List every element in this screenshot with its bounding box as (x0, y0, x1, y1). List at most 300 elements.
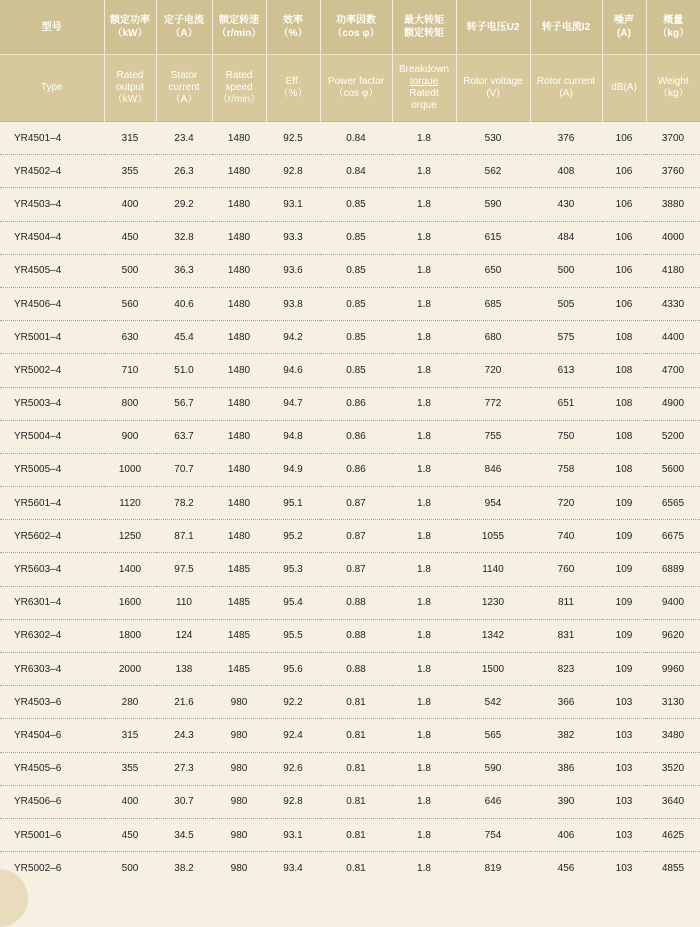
value-cell: 124 (156, 619, 212, 652)
table-row (0, 719, 700, 752)
value-cell: 831 (530, 619, 602, 652)
column-header-en-0 (0, 55, 104, 122)
value-cell: 1342 (456, 619, 530, 652)
value-cell: 382 (530, 719, 602, 752)
header-zh-line: 额定转速 (219, 15, 259, 26)
header-en-line: (A) (559, 88, 573, 99)
value-cell: 1480 (212, 354, 266, 387)
column-header-zh-8 (530, 0, 602, 55)
value-cell: 1.8 (392, 188, 456, 221)
value-cell: 106 (602, 254, 646, 287)
header-en-line: Rotor voltage (463, 76, 523, 87)
value-cell: 1.8 (392, 619, 456, 652)
value-cell: 740 (530, 520, 602, 553)
column-header-en-9 (602, 55, 646, 122)
header-en-line: Eff. (285, 76, 301, 87)
value-cell: 1485 (212, 619, 266, 652)
model-cell: YR6302–4 (0, 619, 104, 652)
header-zh-line: （kW） (112, 28, 148, 39)
model-cell: YR4503–6 (0, 686, 104, 719)
value-cell: 92.8 (266, 785, 320, 818)
value-cell: 400 (104, 188, 156, 221)
value-cell: 93.4 (283, 862, 303, 874)
model-cell: YR6301–4 (0, 586, 104, 619)
header-row-english (0, 55, 700, 122)
value-cell: 108 (602, 321, 646, 354)
column-header-zh-4 (266, 0, 320, 55)
column-header-en-1 (104, 55, 156, 122)
value-cell: 1480 (212, 287, 266, 320)
value-cell: 565 (456, 719, 530, 752)
value-cell: 0.81 (320, 686, 392, 719)
value-cell: 456 (557, 862, 575, 874)
header-zh-line: 效率 (283, 15, 303, 26)
value-cell: 95.2 (266, 520, 320, 553)
value-cell: 530 (456, 122, 530, 155)
table-row (0, 122, 700, 155)
value-cell: 106 (602, 122, 646, 155)
model-cell: YR5002–6 (14, 862, 62, 874)
value-cell: 106 (602, 155, 646, 188)
table-row (0, 321, 700, 354)
value-cell: 103 (602, 785, 646, 818)
value-cell: 980 (212, 719, 266, 752)
header-en-line: （%） (278, 88, 308, 99)
value-cell: 710 (104, 354, 156, 387)
value-cell: 3640 (646, 785, 700, 818)
value-cell: 500 (104, 254, 156, 287)
value-cell: 93.1 (266, 818, 320, 851)
table-row (0, 752, 700, 785)
value-cell: 0.88 (320, 653, 392, 686)
model-cell: YR5005–4 (0, 453, 104, 486)
model-cell: YR5001–6 (0, 818, 104, 851)
header-zh-line: 转子电压U2 (466, 21, 520, 33)
value-cell: 103 (602, 818, 646, 851)
table-body (0, 122, 700, 885)
value-cell: 1480 (212, 453, 266, 486)
value-cell: 109 (602, 653, 646, 686)
header-zh-line: （kg） (657, 28, 690, 39)
value-cell: 450 (104, 818, 156, 851)
value-cell: 109 (602, 553, 646, 586)
value-cell: 45.4 (156, 321, 212, 354)
value-cell: 1.8 (392, 321, 456, 354)
value-cell: 1.8 (392, 487, 456, 520)
value-cell: 630 (104, 321, 156, 354)
value-cell: 0.84 (320, 155, 392, 188)
table-row (0, 653, 700, 686)
value-cell: 1485 (212, 553, 266, 586)
value-cell: 1480 (212, 487, 266, 520)
value-cell: 1.8 (392, 122, 456, 155)
model-cell: YR5001–4 (0, 321, 104, 354)
value-cell: 646 (456, 785, 530, 818)
column-header-en-10 (646, 55, 700, 122)
column-header-zh-1 (104, 0, 156, 55)
header-en-line: Breakdown (398, 64, 450, 75)
value-cell: 1.8 (392, 586, 456, 619)
value-cell: 30.7 (156, 785, 212, 818)
value-cell: 1.8 (392, 387, 456, 420)
value-cell: 0.84 (320, 122, 392, 155)
value-cell: 34.5 (156, 818, 212, 851)
value-cell: 680 (456, 321, 530, 354)
value-cell: 823 (530, 653, 602, 686)
value-cell: 1.8 (392, 553, 456, 586)
value-cell: 93.1 (266, 188, 320, 221)
column-header-en-4 (266, 55, 320, 122)
value-cell: 93.8 (266, 287, 320, 320)
column-header-zh-5 (320, 0, 392, 55)
model-cell: YR4505–6 (0, 752, 104, 785)
value-cell: 27.3 (156, 752, 212, 785)
table-row (0, 221, 700, 254)
header-en-line: current (168, 82, 200, 93)
value-cell: 542 (456, 686, 530, 719)
value-cell: 95.1 (266, 487, 320, 520)
header-en-line: Type (40, 82, 63, 93)
header-zh-line: 型号 (41, 21, 62, 33)
model-cell: YR4506–6 (0, 785, 104, 818)
value-cell: 93.3 (266, 221, 320, 254)
value-cell: 9960 (646, 653, 700, 686)
table-row (0, 420, 700, 453)
value-cell: 106 (602, 221, 646, 254)
value-cell: 3880 (646, 188, 700, 221)
model-cell: YR5004–4 (0, 420, 104, 453)
value-cell: 406 (530, 818, 602, 851)
model-cell: YR4504–4 (0, 221, 104, 254)
value-cell: 9400 (646, 586, 700, 619)
header-en-line: output (116, 82, 144, 93)
column-header-zh-10 (646, 0, 700, 55)
column-header-en-8 (530, 55, 602, 122)
table-row (0, 553, 700, 586)
model-cell: YR4502–4 (0, 155, 104, 188)
model-cell: YR5603–4 (0, 553, 104, 586)
header-en-line: Rated (116, 70, 144, 81)
value-cell: 95.5 (266, 619, 320, 652)
value-cell: 94.7 (266, 387, 320, 420)
header-en-line: torque (409, 76, 439, 87)
value-cell: 0.85 (320, 321, 392, 354)
value-cell: 1.8 (392, 752, 456, 785)
value-cell: 0.85 (320, 188, 392, 221)
value-cell: 78.2 (156, 487, 212, 520)
value-cell: 450 (104, 221, 156, 254)
value-cell: 93.6 (266, 254, 320, 287)
value-cell: 613 (530, 354, 602, 387)
header-zh-line: 额定功率 (110, 15, 150, 26)
header-en-line: （A） (170, 94, 198, 105)
value-cell: 40.6 (156, 287, 212, 320)
value-cell: 1485 (212, 653, 266, 686)
value-cell: 4000 (646, 221, 700, 254)
value-cell: 26.3 (156, 155, 212, 188)
value-cell: 0.81 (320, 818, 392, 851)
value-cell: 92.4 (266, 719, 320, 752)
value-cell: 56.7 (156, 387, 212, 420)
table-row (0, 287, 700, 320)
model-cell: YR5602–4 (0, 520, 104, 553)
value-cell: 1250 (104, 520, 156, 553)
value-cell: 4400 (646, 321, 700, 354)
header-zh-line: 转子电流I2 (541, 21, 591, 33)
header-en-line: speed (225, 82, 253, 93)
value-cell: 1.8 (392, 719, 456, 752)
model-cell: YR4503–4 (0, 188, 104, 221)
value-cell: 1480 (212, 221, 266, 254)
column-header-en-6 (392, 55, 456, 122)
table-row (0, 686, 700, 719)
model-cell: YR6303–4 (0, 653, 104, 686)
value-cell: 1480 (212, 520, 266, 553)
header-zh-line: 额定转矩 (404, 28, 444, 39)
value-cell: 376 (530, 122, 602, 155)
value-cell: 0.81 (346, 862, 366, 874)
value-cell: 6675 (646, 520, 700, 553)
value-cell: 0.85 (320, 354, 392, 387)
value-cell: 980 (212, 785, 266, 818)
column-header-zh-9 (602, 0, 646, 55)
value-cell: 1230 (456, 586, 530, 619)
value-cell: 21.6 (156, 686, 212, 719)
value-cell: 1.8 (392, 686, 456, 719)
header-zh-line: 定子电流 (164, 15, 204, 26)
value-cell: 980 (230, 862, 248, 874)
value-cell: 760 (530, 553, 602, 586)
model-cell: YR4505–4 (0, 254, 104, 287)
value-cell: 0.87 (320, 520, 392, 553)
value-cell: 94.9 (266, 453, 320, 486)
header-en-line: Weight (657, 76, 689, 87)
model-cell: YR4504–6 (0, 719, 104, 752)
model-cell: YR5003–4 (0, 387, 104, 420)
value-cell: 1480 (212, 387, 266, 420)
value-cell: 103 (602, 719, 646, 752)
value-cell: 5200 (646, 420, 700, 453)
value-cell: 315 (104, 122, 156, 155)
table-row (0, 818, 700, 851)
table-row (0, 188, 700, 221)
header-zh-line: 概量 (663, 15, 684, 26)
value-cell: 103 (602, 752, 646, 785)
value-cell: 36.3 (156, 254, 212, 287)
value-cell: 390 (530, 785, 602, 818)
value-cell: 92.5 (266, 122, 320, 155)
value-cell: 0.86 (320, 453, 392, 486)
value-cell: 1.8 (392, 818, 456, 851)
value-cell: 92.8 (266, 155, 320, 188)
value-cell: 720 (530, 487, 602, 520)
value-cell: 651 (530, 387, 602, 420)
header-en-line: Rotor current (536, 76, 596, 87)
value-cell: 4700 (646, 354, 700, 387)
value-cell: 750 (530, 420, 602, 453)
value-cell: 138 (156, 653, 212, 686)
value-cell: 980 (212, 818, 266, 851)
column-header-zh-2 (156, 0, 212, 55)
header-en-line: (V) (486, 88, 500, 99)
value-cell: 811 (530, 586, 602, 619)
value-cell: 1480 (212, 420, 266, 453)
value-cell: 95.6 (266, 653, 320, 686)
value-cell: 1.8 (417, 862, 431, 874)
value-cell: 1.8 (392, 155, 456, 188)
table-row (0, 387, 700, 420)
value-cell: 1055 (456, 520, 530, 553)
value-cell: 1.8 (392, 453, 456, 486)
header-en-line: （kW） (112, 94, 148, 105)
value-cell: 1.8 (392, 520, 456, 553)
header-en-line: Stator (170, 70, 198, 81)
table-row (0, 487, 700, 520)
value-cell: 0.86 (320, 420, 392, 453)
header-zh-line: （%） (278, 28, 308, 39)
value-cell: 1.8 (392, 254, 456, 287)
table-header (0, 0, 700, 122)
value-cell: 0.85 (320, 287, 392, 320)
value-cell: 560 (104, 287, 156, 320)
value-cell: 4180 (646, 254, 700, 287)
value-cell: 109 (602, 487, 646, 520)
value-cell: 38.2 (174, 862, 194, 874)
value-cell: 1.8 (392, 785, 456, 818)
value-cell: 9620 (646, 619, 700, 652)
value-cell: 900 (104, 420, 156, 453)
value-cell: 106 (602, 188, 646, 221)
header-zh-line: （A） (170, 28, 198, 39)
value-cell: 108 (602, 453, 646, 486)
value-cell: 92.6 (266, 752, 320, 785)
value-cell: 1480 (212, 122, 266, 155)
value-cell: 562 (456, 155, 530, 188)
value-cell: 500 (530, 254, 602, 287)
value-cell: 720 (456, 354, 530, 387)
value-cell: 97.5 (156, 553, 212, 586)
column-header-en-5 (320, 55, 392, 122)
value-cell: 32.8 (156, 221, 212, 254)
value-cell: 1600 (104, 586, 156, 619)
value-cell: 0.88 (320, 586, 392, 619)
value-cell: 0.85 (320, 254, 392, 287)
value-cell: 386 (530, 752, 602, 785)
value-cell: 103 (615, 862, 633, 874)
table-row (0, 852, 700, 885)
value-cell: 846 (456, 453, 530, 486)
value-cell: 87.1 (156, 520, 212, 553)
value-cell: 63.7 (156, 420, 212, 453)
value-cell: 0.85 (320, 221, 392, 254)
value-cell: 400 (104, 785, 156, 818)
value-cell: 980 (212, 752, 266, 785)
value-cell: 92.2 (266, 686, 320, 719)
value-cell: 23.4 (156, 122, 212, 155)
header-en-line: （kg） (657, 88, 689, 99)
value-cell: 590 (456, 188, 530, 221)
value-cell: 685 (456, 287, 530, 320)
value-cell: 5600 (646, 453, 700, 486)
value-cell: 4855 (661, 862, 685, 874)
value-cell: 0.88 (320, 619, 392, 652)
value-cell: 110 (156, 586, 212, 619)
model-cell: YR4501–4 (0, 122, 104, 155)
value-cell: 108 (602, 354, 646, 387)
header-zh-line: （r/min） (216, 28, 262, 39)
column-header-zh-7 (456, 0, 530, 55)
value-cell: 1480 (212, 188, 266, 221)
value-cell: 1480 (212, 254, 266, 287)
value-cell: 408 (530, 155, 602, 188)
header-en-line: Ratedt (409, 88, 439, 99)
value-cell: 1400 (104, 553, 156, 586)
value-cell: 1.8 (392, 354, 456, 387)
value-cell: 95.4 (266, 586, 320, 619)
value-cell: 1.8 (392, 287, 456, 320)
value-cell: 590 (456, 752, 530, 785)
value-cell: 3130 (646, 686, 700, 719)
value-cell: 772 (456, 387, 530, 420)
value-cell: 1.8 (392, 221, 456, 254)
column-header-zh-6 (392, 0, 456, 55)
value-cell: 0.81 (320, 719, 392, 752)
column-header-en-2 (156, 55, 212, 122)
value-cell: 1000 (104, 453, 156, 486)
table-row (0, 254, 700, 287)
model-cell: YR5002–4 (0, 354, 104, 387)
column-header-en-3 (212, 55, 266, 122)
value-cell: 109 (602, 586, 646, 619)
header-zh-line: （cos φ） (332, 28, 380, 39)
value-cell: 3700 (646, 122, 700, 155)
value-cell: 0.81 (320, 785, 392, 818)
value-cell: 4330 (646, 287, 700, 320)
value-cell: 94.6 (266, 354, 320, 387)
value-cell: 6889 (646, 553, 700, 586)
value-cell: 1.8 (392, 653, 456, 686)
header-zh-line: 噪声 (614, 15, 634, 26)
value-cell: 1480 (212, 321, 266, 354)
table-row (0, 453, 700, 486)
table-row (0, 619, 700, 652)
value-cell: 109 (602, 520, 646, 553)
value-cell: 109 (602, 619, 646, 652)
value-cell: 6565 (646, 487, 700, 520)
value-cell: 0.81 (320, 752, 392, 785)
value-cell: 106 (602, 287, 646, 320)
value-cell: 94.2 (266, 321, 320, 354)
header-en-line: dB(A) (611, 82, 637, 93)
value-cell: 70.7 (156, 453, 212, 486)
value-cell: 800 (104, 387, 156, 420)
value-cell: 4625 (646, 818, 700, 851)
table-row (0, 586, 700, 619)
value-cell: 280 (104, 686, 156, 719)
value-cell: 3480 (646, 719, 700, 752)
value-cell: 108 (602, 387, 646, 420)
header-en-line: （cos φ） (333, 88, 379, 99)
value-cell: 366 (530, 686, 602, 719)
value-cell: 29.2 (156, 188, 212, 221)
value-cell: 1800 (104, 619, 156, 652)
value-cell: 24.3 (156, 719, 212, 752)
header-zh-line: (A) (617, 28, 631, 39)
table-row (0, 155, 700, 188)
value-cell: 108 (602, 420, 646, 453)
value-cell: 355 (104, 155, 156, 188)
header-en-line: Power factor (327, 76, 385, 87)
